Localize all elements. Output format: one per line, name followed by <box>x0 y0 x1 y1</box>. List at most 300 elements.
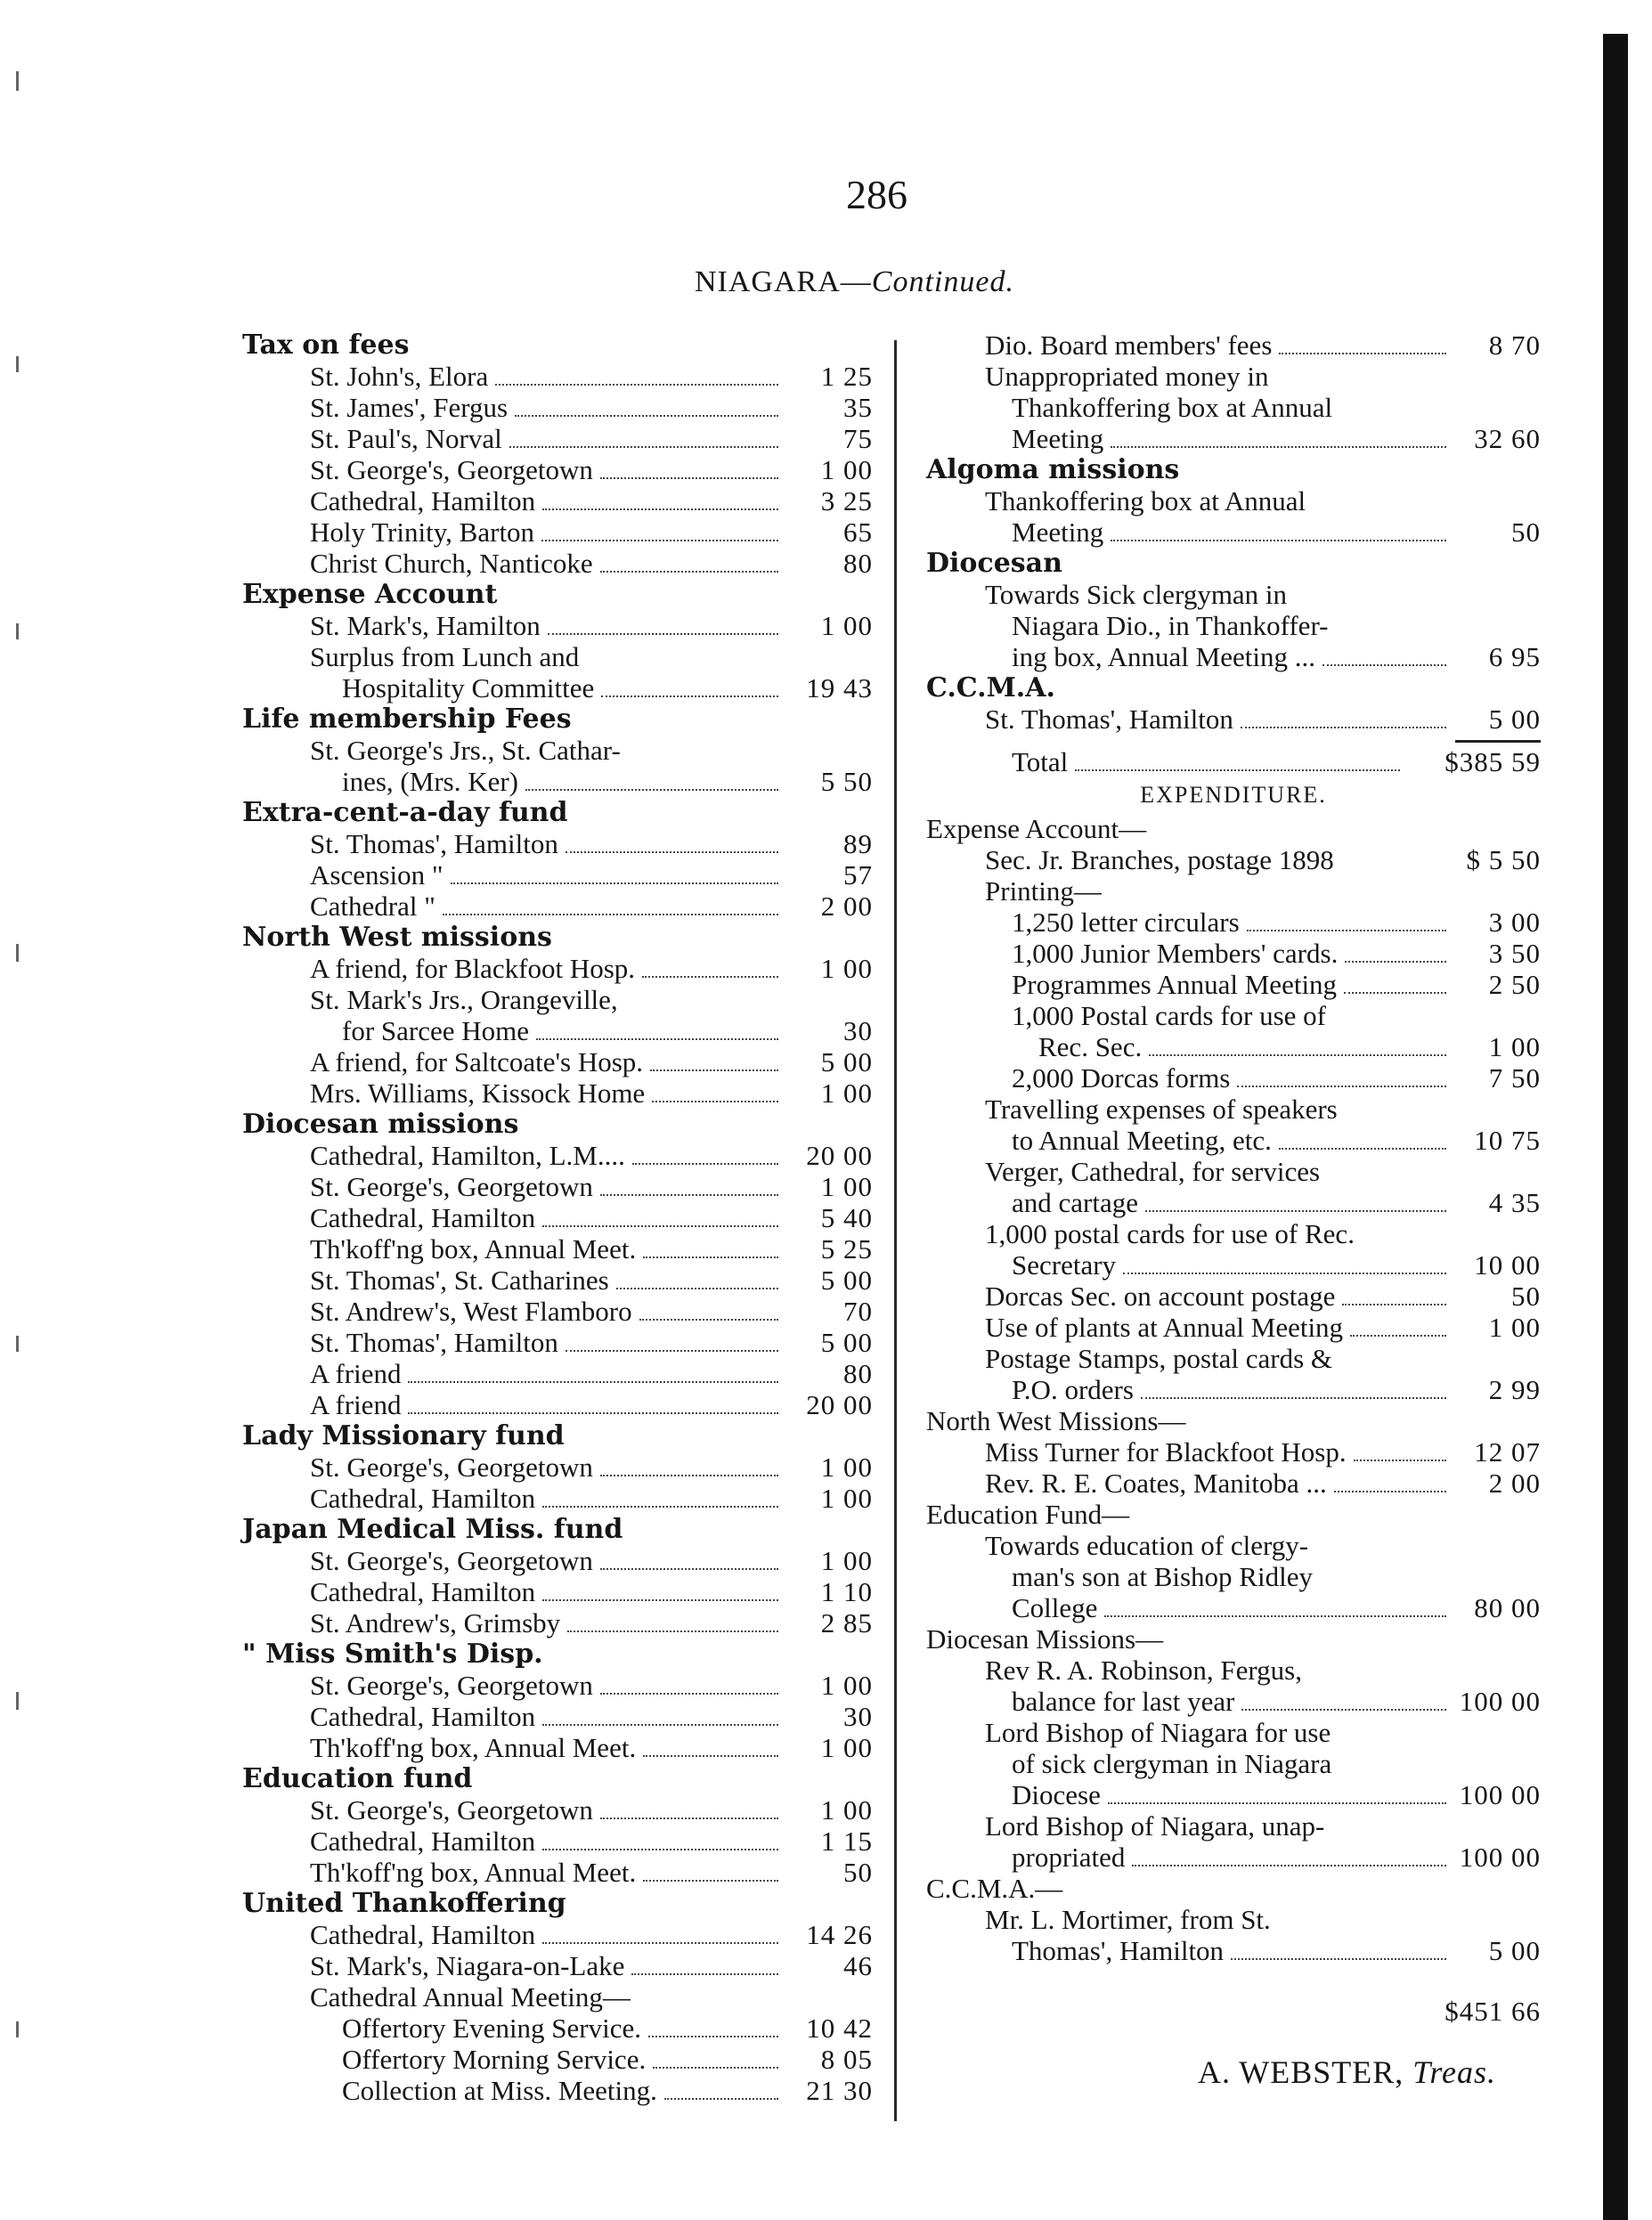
dot-leader <box>1241 1709 1446 1711</box>
entry-label: St. George's, Georgetown <box>310 1670 593 1701</box>
entry-row <box>926 1218 1541 1249</box>
entry-amount: 10 42 <box>806 2013 873 2044</box>
entry-continuation: Diocese <box>1012 1779 1101 1810</box>
treasurer-signature <box>926 2050 1541 2094</box>
entry-amount: 8 05 <box>820 2044 873 2075</box>
entry-label: Christ Church, Nanticoke <box>310 548 593 579</box>
entry-label: Cathedral, Hamilton <box>310 1826 536 1857</box>
entry-amount: 5 00 <box>1488 1935 1541 1966</box>
entry-row <box>926 1000 1541 1031</box>
column-divider <box>894 340 897 2121</box>
entry-row <box>926 1717 1541 1748</box>
entry-row <box>242 1794 873 1826</box>
dot-leader <box>509 446 778 448</box>
entry-label: St. Mark's, Hamilton <box>310 610 541 641</box>
entry-row <box>242 610 873 641</box>
entry-amount: 1 00 <box>820 1670 873 1701</box>
dot-leader <box>566 1350 778 1352</box>
entry-row <box>242 1919 873 1950</box>
section-heading: Education fund <box>242 1763 473 1794</box>
dot-leader <box>542 508 778 510</box>
entry-label: St. George's, Georgetown <box>310 1452 593 1483</box>
entry-amount: 35 <box>843 392 873 423</box>
entry-label: Dio. Board members' fees <box>985 329 1273 361</box>
entry-label: St. Thomas', Hamilton <box>310 828 558 859</box>
entry-amount: 2 50 <box>1488 969 1541 1000</box>
entry-amount: 32 60 <box>1474 423 1541 454</box>
entry-row <box>926 1468 1541 1499</box>
dot-leader <box>542 1942 778 1944</box>
entry-label: Cathedral, Hamilton <box>310 1576 536 1607</box>
section-heading: " Miss Smith's Disp. <box>242 1639 543 1670</box>
entry-continuation: Niagara Dio., in Thankoffer- <box>1012 610 1329 641</box>
entry-label: St. Mark's Jrs., Orangeville, <box>310 984 618 1015</box>
entry-row <box>242 1670 873 1701</box>
dot-leader <box>650 1069 778 1071</box>
entry-amount: 1 00 <box>820 454 873 485</box>
entry-amount: 100 00 <box>1459 1842 1541 1873</box>
entry-continuation: Rec. Sec. <box>1038 1031 1143 1062</box>
entry-amount: 1 15 <box>820 1826 873 1857</box>
entry-row <box>242 2013 873 2044</box>
expenditure-group-title: Education Fund— <box>926 1499 1130 1530</box>
entry-label: Verger, Cathedral, for services <box>985 1156 1321 1187</box>
dot-leader <box>643 1256 778 1258</box>
dot-leader <box>1350 1335 1446 1337</box>
entry-row <box>242 361 873 392</box>
section-heading: United Thankoffering <box>242 1888 566 1919</box>
entry-continuation-row <box>926 1187 1541 1218</box>
entry-label: St. Andrew's, West Flamboro <box>310 1296 632 1327</box>
entry-label: Mr. L. Mortimer, from St. <box>985 1904 1271 1935</box>
entry-row <box>926 1281 1541 1312</box>
entry-row <box>242 859 873 890</box>
entry-label: A friend, for Blackfoot Hosp. <box>310 953 636 984</box>
entry-continuation: Hospitality Committee <box>342 672 595 703</box>
entry-row <box>242 1046 873 1077</box>
entry-amount: 1 00 <box>820 610 873 641</box>
entry-row <box>242 984 873 1015</box>
entry-amount: 75 <box>843 423 873 454</box>
entry-row <box>242 1857 873 1888</box>
expenditure-group-title: C.C.M.A.— <box>926 1873 1063 1904</box>
entry-label: Cathedral, Hamilton <box>310 1202 536 1233</box>
dot-leader <box>443 914 778 915</box>
entry-row <box>242 516 873 548</box>
treasurer-name: A. WEBSTER, <box>1197 2054 1404 2090</box>
entry-continuation-row <box>926 641 1541 672</box>
entry-row <box>242 1296 873 1327</box>
entry-amount: 21 30 <box>806 2075 873 2106</box>
entry-row <box>242 1607 873 1639</box>
entry-row <box>242 953 873 984</box>
entry-amount: 10 00 <box>1474 1249 1541 1281</box>
dot-leader <box>1141 1397 1446 1399</box>
entry-row <box>926 1062 1541 1094</box>
entry-label: 1,250 letter circulars <box>1012 907 1240 938</box>
margin-mark <box>16 1692 19 1710</box>
entry-label: Offertory Evening Service. <box>342 2013 642 2044</box>
entry-row <box>926 1904 1541 1935</box>
entry-row <box>242 1732 873 1763</box>
entry-amount: 12 07 <box>1474 1436 1541 1468</box>
entry-label: St. George's Jrs., St. Cathar- <box>310 735 621 766</box>
entry-amount: 1 10 <box>820 1576 873 1607</box>
running-head-continued: Continued. <box>871 265 1014 298</box>
entry-amount: 7 50 <box>1488 1062 1541 1094</box>
entry-label: 1,000 Junior Members' cards. <box>1012 938 1339 969</box>
entry-continuation-row <box>242 672 873 703</box>
entry-row <box>242 1233 873 1265</box>
entry-continuation: College <box>1012 1592 1098 1623</box>
dot-leader <box>1354 1460 1446 1461</box>
entry-amount: 2 00 <box>820 890 873 922</box>
dot-leader <box>1334 1491 1446 1492</box>
dot-leader <box>1145 1210 1446 1212</box>
entry-row <box>242 641 873 672</box>
entry-row <box>926 1094 1541 1125</box>
section-heading: Algoma missions <box>926 454 1180 485</box>
dot-leader <box>1345 961 1446 963</box>
entry-label: Unappropriated money in <box>985 361 1269 392</box>
entry-label: Cathedral, Hamilton <box>310 1919 536 1950</box>
margin-mark <box>16 944 19 962</box>
entry-amount: 1 00 <box>1488 1031 1541 1062</box>
entry-continuation-row <box>242 766 873 797</box>
entry-row <box>926 1655 1541 1686</box>
dot-leader <box>1075 769 1400 771</box>
entry-label: Ascension " <box>310 859 444 890</box>
entry-label: Collection at Miss. Meeting. <box>342 2075 657 2106</box>
dot-leader <box>643 1880 778 1882</box>
entry-label: St. Thomas', St. Catharines <box>310 1265 609 1296</box>
entry-label: Rev R. A. Robinson, Fergus, <box>985 1655 1302 1686</box>
entry-label: Cathedral, Hamilton <box>310 485 536 516</box>
entry-label: Holy Trinity, Barton <box>310 516 535 548</box>
entry-label: Use of plants at Annual Meeting <box>985 1312 1344 1343</box>
entry-amount: 5 25 <box>820 1233 873 1265</box>
entry-row <box>242 548 873 579</box>
entry-continuation: ing box, Annual Meeting ... <box>1012 641 1315 672</box>
section-heading: Diocesan missions <box>242 1109 519 1140</box>
dot-leader <box>1123 1273 1446 1274</box>
dot-leader <box>642 976 778 978</box>
dot-leader <box>1237 1086 1446 1087</box>
entry-continuation-row <box>926 1374 1541 1405</box>
running-head-dash: — <box>840 265 872 298</box>
entry-amount: 89 <box>843 828 873 859</box>
dot-leader <box>1342 1304 1446 1305</box>
entry-label: 2,000 Dorcas forms <box>1012 1062 1231 1094</box>
section-heading: Diocesan <box>926 548 1062 579</box>
entry-continuation: Meeting <box>1012 423 1104 454</box>
dot-leader <box>567 1630 778 1632</box>
entry-label: St. George's, Georgetown <box>310 454 593 485</box>
total-row <box>926 746 1541 777</box>
entry-amount: 57 <box>843 859 873 890</box>
dot-leader <box>600 477 778 479</box>
entry-row <box>926 1530 1541 1561</box>
entry-label: St. Thomas', Hamilton <box>310 1327 558 1358</box>
entry-amount: 1 00 <box>820 1452 873 1483</box>
entry-label: Thankoffering box at Annual <box>985 485 1306 516</box>
entry-amount: 19 43 <box>806 672 873 703</box>
dot-leader <box>600 571 778 573</box>
entry-label: 1,000 Postal cards for use of <box>1012 1000 1326 1031</box>
dot-leader <box>632 1163 778 1165</box>
entry-label: A friend, for Saltcoate's Hosp. <box>310 1046 644 1077</box>
section-heading: Japan Medical Miss. fund <box>242 1514 623 1545</box>
entry-row <box>242 1701 873 1732</box>
entry-row <box>242 1826 873 1857</box>
entry-amount: $ 5 50 <box>1466 844 1541 875</box>
entry-amount: 3 50 <box>1488 938 1541 969</box>
entry-amount: 2 00 <box>1488 1468 1541 1499</box>
entry-row <box>926 938 1541 969</box>
total-label: Total <box>1012 746 1069 777</box>
margin-mark <box>16 1336 19 1352</box>
entry-label: Mrs. Williams, Kissock Home <box>310 1077 646 1109</box>
entry-amount: 1 00 <box>820 1794 873 1826</box>
dot-leader <box>648 2036 778 2037</box>
entry-label: Sec. Jr. Branches, postage 1898 <box>985 844 1334 875</box>
dot-leader <box>408 1412 778 1414</box>
entry-amount: 8 70 <box>1488 329 1541 361</box>
entry-row <box>242 1265 873 1296</box>
entry-amount: 65 <box>843 516 873 548</box>
entry-label: 1,000 postal cards for use of Rec. <box>985 1218 1355 1249</box>
entry-amount: 1 25 <box>820 361 873 392</box>
entry-label: Cathedral, Hamilton <box>310 1701 536 1732</box>
running-head <box>695 265 1014 299</box>
entry-row <box>242 1077 873 1109</box>
dot-leader <box>1111 446 1446 448</box>
entry-row <box>242 1171 873 1202</box>
entry-row <box>242 1202 873 1233</box>
section-heading: Lady Missionary fund <box>242 1420 565 1452</box>
entry-label: Towards education of clergy- <box>985 1530 1309 1561</box>
entry-continuation: Thankoffering box at Annual <box>1012 392 1333 423</box>
margin-mark <box>16 356 19 372</box>
entry-row <box>242 392 873 423</box>
entry-label: Cathedral, Hamilton <box>310 1483 536 1514</box>
entry-label: Dorcas Sec. on account postage <box>985 1281 1336 1312</box>
entry-row <box>926 329 1541 361</box>
entry-amount: 46 <box>843 1950 873 1981</box>
entry-row <box>242 485 873 516</box>
entry-continuation-row <box>926 1779 1541 1810</box>
entry-label: Printing— <box>985 875 1102 907</box>
entry-continuation-row <box>926 1686 1541 1717</box>
expenditure-sum-row <box>926 1989 1541 2034</box>
entry-label: Th'koff'ng box, Annual Meet. <box>310 1732 637 1763</box>
dot-leader <box>1104 1615 1446 1617</box>
dot-leader <box>616 1288 778 1289</box>
dot-leader <box>643 1755 778 1757</box>
entry-amount: 80 <box>843 1358 873 1389</box>
entry-amount: 5 00 <box>820 1046 873 1077</box>
entry-amount: 14 26 <box>806 1919 873 1950</box>
entry-label: Miss Turner for Blackfoot Hosp. <box>985 1436 1347 1468</box>
entry-row <box>242 1358 873 1389</box>
dot-leader <box>1279 1148 1446 1150</box>
dot-leader <box>652 1101 778 1102</box>
entry-row <box>242 1576 873 1607</box>
dot-leader <box>542 1849 778 1850</box>
entry-amount: 6 95 <box>1488 641 1541 672</box>
entry-amount: 5 00 <box>820 1327 873 1358</box>
entry-row <box>926 969 1541 1000</box>
dot-leader <box>653 2067 778 2069</box>
entry-label: Travelling expenses of speakers <box>985 1094 1338 1125</box>
entry-row <box>242 890 873 922</box>
dot-leader <box>1241 727 1446 728</box>
dot-leader <box>664 2098 778 2100</box>
dot-leader <box>542 1225 778 1227</box>
entry-continuation: of sick clergyman in Niagara <box>1012 1748 1332 1779</box>
page-number: 286 <box>846 172 907 217</box>
entry-label: Offertory Morning Service. <box>342 2044 647 2075</box>
dot-leader <box>639 1319 778 1321</box>
dot-leader <box>408 1381 778 1383</box>
dot-leader <box>542 1599 778 1601</box>
entry-amount: 5 50 <box>820 766 873 797</box>
total-rule <box>1455 740 1541 743</box>
section-heading: Life membership Fees <box>242 703 572 735</box>
entry-amount: 2 85 <box>820 1607 873 1639</box>
entry-row <box>926 579 1541 610</box>
entry-label: Postage Stamps, postal cards & <box>985 1343 1333 1374</box>
entry-row <box>926 361 1541 392</box>
entry-row <box>242 828 873 859</box>
dot-leader <box>536 1038 778 1040</box>
entry-continuation: Meeting <box>1012 516 1104 548</box>
entry-amount: 20 00 <box>806 1140 873 1171</box>
entry-row <box>926 844 1541 875</box>
entry-row <box>242 423 873 454</box>
entry-row <box>242 1389 873 1420</box>
dot-leader <box>1344 992 1446 994</box>
entry-continuation-row <box>926 1935 1541 1966</box>
entry-amount: 50 <box>1511 516 1541 548</box>
dot-leader <box>542 1724 778 1726</box>
dot-leader <box>515 415 778 417</box>
entry-row <box>242 1452 873 1483</box>
entry-continuation: P.O. orders <box>1012 1374 1134 1405</box>
entry-continuation-row <box>926 1842 1541 1873</box>
entry-row <box>926 1343 1541 1374</box>
entry-row <box>926 485 1541 516</box>
dot-leader <box>541 540 778 541</box>
entry-label: St. Mark's, Niagara-on-Lake <box>310 1950 625 1981</box>
entry-amount: 80 00 <box>1474 1592 1541 1623</box>
entry-amount: 1 00 <box>820 953 873 984</box>
entry-continuation-row <box>926 423 1541 454</box>
dot-leader <box>566 851 778 853</box>
entry-row <box>242 1981 873 2013</box>
entry-amount: 1 00 <box>820 1171 873 1202</box>
entry-label: Cathedral, Hamilton, L.M.... <box>310 1140 625 1171</box>
entry-label: A friend <box>310 1389 402 1420</box>
total-amount: $385 59 <box>1444 746 1541 777</box>
entry-label: Th'koff'ng box, Annual Meet. <box>310 1857 637 1888</box>
right-column <box>926 329 1541 2094</box>
entry-row <box>926 703 1541 735</box>
left-column-receipts <box>242 329 873 2106</box>
entry-amount: 1 00 <box>820 1732 873 1763</box>
entry-label: St. James', Fergus <box>310 392 509 423</box>
entry-continuation-row <box>926 1249 1541 1281</box>
entry-amount: 30 <box>843 1015 873 1046</box>
expenditure-group-title: Diocesan Missions— <box>926 1623 1164 1655</box>
entry-amount: 5 00 <box>1488 703 1541 735</box>
treasurer-title: Treas. <box>1412 2054 1496 2090</box>
expenditure-heading: EXPENDITURE. <box>1140 782 1327 808</box>
dot-leader <box>1322 664 1446 666</box>
entry-amount: 80 <box>843 548 873 579</box>
page-edge-bar <box>1603 34 1628 2220</box>
entry-row <box>242 1327 873 1358</box>
section-heading: Expense Account <box>242 579 498 610</box>
entry-continuation-row <box>926 392 1541 423</box>
entry-amount: 10 75 <box>1474 1125 1541 1156</box>
entry-row <box>242 1483 873 1514</box>
expenditure-sum: $451 66 <box>1444 1996 1541 2027</box>
dot-leader <box>601 695 778 697</box>
entry-label: Cathedral Annual Meeting— <box>310 1981 631 2013</box>
entry-continuation: man's son at Bishop Ridley <box>1012 1561 1313 1592</box>
entry-amount: 2 99 <box>1488 1374 1541 1405</box>
entry-amount: 50 <box>843 1857 873 1888</box>
entry-label: St. George's, Georgetown <box>310 1794 593 1826</box>
entry-label: Towards Sick clergyman in <box>985 579 1288 610</box>
entry-continuation: propriated <box>1012 1842 1126 1873</box>
expenditure-group-title: Expense Account— <box>926 813 1147 844</box>
entry-label: St. Thomas', Hamilton <box>985 703 1233 735</box>
entry-amount: 5 00 <box>820 1265 873 1296</box>
entry-label: Programmes Annual Meeting <box>1012 969 1338 1000</box>
dot-leader <box>451 882 778 884</box>
entry-row <box>926 875 1541 907</box>
margin-mark <box>16 71 19 91</box>
entry-amount: 1 00 <box>820 1077 873 1109</box>
entry-label: Rev. R. E. Coates, Manitoba ... <box>985 1468 1327 1499</box>
entry-row <box>926 1436 1541 1468</box>
dot-leader <box>1111 540 1446 541</box>
entry-amount: 1 00 <box>820 1483 873 1514</box>
margin-mark <box>16 623 19 639</box>
running-head-title: NIAGARA <box>695 265 841 298</box>
entry-amount: 100 00 <box>1459 1686 1541 1717</box>
dot-leader <box>600 1475 778 1476</box>
expenditure-group-title: North West Missions— <box>926 1405 1186 1436</box>
entry-continuation-row <box>926 1031 1541 1062</box>
dot-leader <box>1231 1958 1446 1960</box>
entry-continuation-row <box>926 1748 1541 1779</box>
margin-mark <box>16 2021 19 2037</box>
entry-label: Lord Bishop of Niagara, unap- <box>985 1810 1325 1842</box>
entry-continuation: Secretary <box>1012 1249 1117 1281</box>
entry-label: St. George's, Georgetown <box>310 1171 593 1202</box>
section-heading: C.C.M.A. <box>926 672 1055 703</box>
entry-label: St. George's, Georgetown <box>310 1545 593 1576</box>
entry-label: A friend <box>310 1358 402 1389</box>
dot-leader <box>1108 1802 1446 1804</box>
entry-continuation-row <box>926 610 1541 641</box>
entry-label: Cathedral " <box>310 890 435 922</box>
entry-amount: 3 25 <box>820 485 873 516</box>
dot-leader <box>600 1693 778 1695</box>
